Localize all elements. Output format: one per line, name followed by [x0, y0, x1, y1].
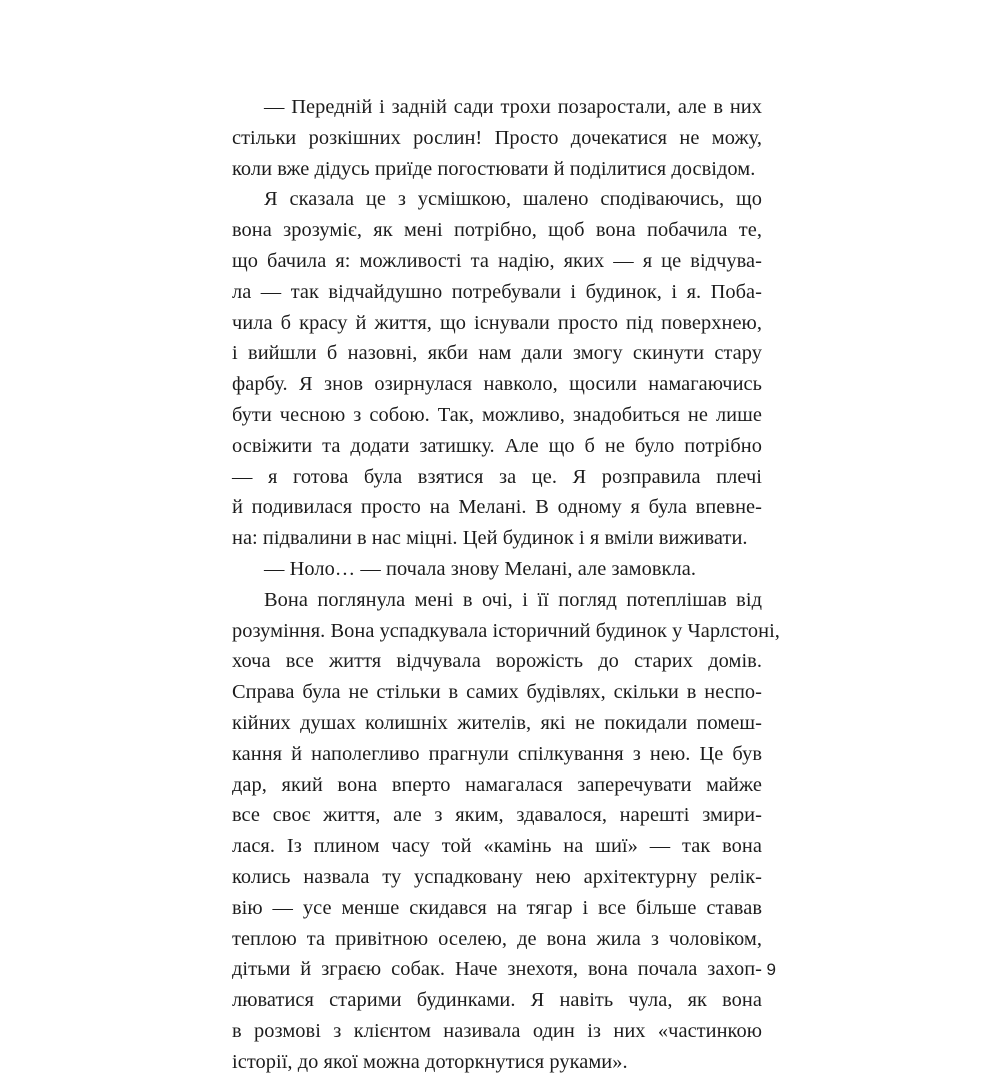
text-line: стільки розкішних рослин! Просто дочекатися не можу,	[232, 126, 762, 149]
text-line: освіжити та додати затишку. Але що б не було потрібно	[232, 434, 762, 457]
page-number: 9	[766, 960, 776, 979]
text-line: все своє життя, але з яким, здавалося, нарешті змири-	[232, 804, 762, 827]
text-line: — Передній і задній сади трохи позаростали, але в них	[264, 96, 762, 118]
text-line: історії, до якої можна доторкнутися руками».	[232, 1050, 628, 1073]
body-text	[232, 92, 780, 1078]
text-line: й подивилася просто на Мелані. В одному я була впевне-	[232, 496, 762, 519]
text-line: ла — так відчайдушно потребували і будинок, і я. Поба-	[232, 280, 762, 303]
text-line: Вона поглянула мені в очі, і її погляд потеплішав від	[264, 588, 762, 611]
text-line: колись назвала ту успадковану нею архітектурну релік-	[232, 865, 762, 888]
text-line: кання й наполегливо прагнули спілкування з нею. Це був	[232, 742, 762, 765]
text-line: теплою та привітною оселею, де вона жила з чоловіком,	[232, 927, 762, 950]
text-line: фарбу. Я знов озирнулася навколо, щосили намагаючись	[232, 373, 762, 396]
text-line: в розмові з клієнтом називала один із них «частинкою	[232, 1019, 762, 1042]
text-line: люватися старими будинками. Я навіть чула, як вона	[232, 989, 762, 1012]
text-line: вію — усе менше скидався на тягар і все більше ставав	[232, 896, 762, 919]
text-line: Я сказала це з усмішкою, шалено сподіваючись, що	[264, 188, 762, 211]
text-line: — я готова була взятися за це. Я розправила плечі	[232, 465, 762, 488]
text-line: хоча все життя відчувала ворожість до старих домів.	[232, 650, 762, 673]
text-line: дітьми й зграєю собак. Наче знехотя, вона почала захоп-	[232, 958, 762, 981]
text-line: коли вже дідусь приїде погостювати й поділитися досвідом.	[232, 157, 756, 180]
text-line: дар, який вона вперто намагалася заперечувати майже	[232, 773, 762, 796]
text-line: чила б красу й життя, що існували просто під поверхнею,	[232, 311, 762, 334]
text-line: що бачила я: можливості та надію, яких — я це відчува-	[232, 249, 762, 272]
text-line: — Ноло… — почала знову Мелані, але замовкла.	[264, 557, 696, 580]
text-line: бути чесною з собою. Так, можливо, знадобиться не лише	[232, 403, 762, 426]
text-line: розуміння. Вона успадкувала історичний будинок у Чарлстоні,	[232, 619, 780, 642]
text-line: на: підвалини в нас міцні. Цей будинок і я вміли виживати.	[232, 527, 748, 550]
text-line: лася. Із плином часу той «камінь на шиї» — так вона	[232, 835, 762, 858]
text-line: вона зрозуміє, як мені потрібно, щоб вона побачила те,	[232, 219, 762, 242]
text-line: кійних душах колишніх жителів, які не покидали помеш-	[232, 711, 762, 734]
text-line: і вийшли б назовні, якби нам дали змогу скинути стару	[232, 342, 762, 365]
text-line: Справа була не стільки в самих будівлях, скільки в неспо-	[232, 681, 762, 704]
